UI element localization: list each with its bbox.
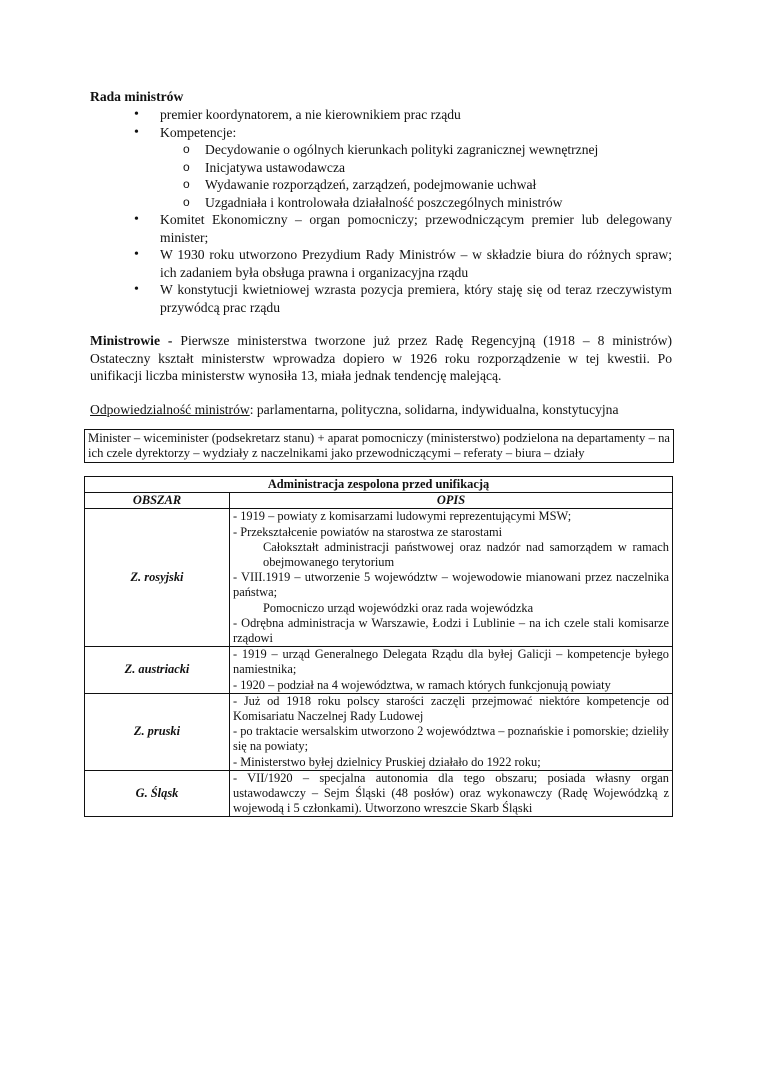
ministrowie-paragraph	[90, 332, 672, 385]
desc-line: - po traktacie wersalskim utworzono 2 województwa – poznańskie i pomorskie; dzieliły się na powiaty;	[233, 724, 669, 754]
list-item	[90, 124, 672, 212]
desc-cell	[230, 509, 673, 647]
sublist-item: o Wydawanie rozporządzeń, zarządzeń, podejmowanie uchwał	[160, 176, 672, 194]
table-row	[85, 647, 673, 694]
desc-line: - Przekształcenie powiatów na starostwa ze starostami	[233, 524, 503, 539]
odpowiedzialnosc-label: Odpowiedzialność ministrów	[90, 401, 250, 417]
document-body	[90, 88, 672, 418]
area-cell: Z. austriacki	[85, 647, 230, 694]
list-item: • Komitet Ekonomiczny – organ pomocniczy; przewodniczącym premier lub delegowany minister;	[90, 211, 672, 246]
odpowiedzialnosc-paragraph	[90, 401, 672, 419]
area-cell: Z. pruski	[85, 693, 230, 770]
table-title-row	[85, 477, 673, 493]
desc-line-indented: Całokształt administracji państwowej oraz nadzór nad samorządem w ramach obejmowanego terytorium	[263, 539, 669, 570]
desc-cell	[230, 647, 673, 694]
list-item: • W konstytucji kwietniowej wzrasta pozycja premiera, który staję się od teraz rzeczywistym przywódcą prac rządu	[90, 281, 672, 316]
desc-line: - 1919 – powiaty z komisarzami ludowymi reprezentującymi MSW;	[233, 509, 572, 524]
table-header-row	[85, 493, 673, 509]
admin-table	[84, 476, 673, 817]
table-row	[85, 509, 673, 647]
column-header-area: OBSZAR	[85, 493, 230, 509]
desc-line-indented: Pomocniczo urząd wojewódzki oraz rada wojewódzka	[263, 600, 534, 615]
rada-bullet-list	[90, 106, 672, 316]
sublist-item: o Uzgadniała i kontrolowała działalność poszczególnych ministrów	[160, 194, 672, 212]
kompetencje-sublist	[160, 141, 672, 211]
desc-line: - 1919 – urząd Generalnego Delegata Rządu dla byłej Galicji – kompetencje byłego namiestnika;	[233, 647, 669, 677]
list-item: • premier koordynatorem, a nie kierownikiem prac rządu	[90, 106, 672, 124]
desc-cell	[230, 770, 673, 817]
table-title: Administracja zespolona przed unifikacją	[85, 477, 673, 493]
desc-line: - Już od 1918 roku polscy starości zaczęli przejmować niektóre kompetencje od Komisariatu Naczelnej Rady Ludowej	[233, 693, 669, 724]
area-cell: Z. rosyjski	[85, 509, 230, 647]
hierarchy-box: Minister – wiceminister (podsekretarz stanu) + aparat pomocniczy (ministerstwo) podzielona na departamenty – na ich czele dyrektorzy – wydziały z naczelnikami jako przewodniczącymi – referaty – biura – działy	[84, 429, 674, 463]
section-heading-rada: Rada ministrów	[90, 89, 184, 104]
area-cell: G. Śląsk	[85, 770, 230, 817]
desc-line: - VIII.1919 – utworzenie 5 województw – wojewodowie mianowani przez naczelnika państwa;	[233, 570, 669, 600]
list-item: • W 1930 roku utworzono Prezydium Rady Ministrów – w składzie biura do różnych spraw; ich zadaniem była obsługa prawna i organizacyjna rządu	[90, 246, 672, 281]
desc-line: - VII/1920 – specjalna autonomia dla tego obszaru; posiada własny organ ustawodawczy – Sejm Śląski (48 posłów) oraz wykonawczy (Radę Wojewódzką z wojewodą i 5 członkami). Utworzono wreszcie Skarb Śląski	[233, 770, 669, 816]
list-item-label: Kompetencje:	[160, 124, 237, 140]
column-header-desc: OPIS	[230, 493, 673, 509]
sublist-item: o Decydowanie o ogólnych kierunkach polityki zagranicznej wewnętrznej	[160, 141, 672, 159]
odpowiedzialnosc-text: : parlamentarna, polityczna, solidarna, indywidualna, konstytucyjna	[249, 401, 619, 417]
desc-line: - Odrębna administracja w Warszawie, Łodzi i Lublinie – na ich czele stali komisarze rządowi	[233, 615, 669, 646]
desc-cell	[230, 693, 673, 770]
desc-line: - Ministerstwo byłej dzielnicy Pruskiej działało do 1922 roku;	[233, 754, 541, 769]
desc-line: - 1920 – podział na 4 województwa, w ramach których funkcjonują powiaty	[233, 677, 611, 692]
table-row	[85, 770, 673, 817]
table-row	[85, 693, 673, 770]
sublist-item: o Inicjatywa ustawodawcza	[160, 159, 672, 177]
ministrowie-label: Ministrowie -	[90, 333, 173, 348]
ministrowie-text: Pierwsze ministerstwa tworzone już przez Radę Regencyjną (1918 – 8 ministrów) Ostateczny kształt ministerstw wprowadza dopiero w 1926 roku rozporządzenie w tej kwestii. Po unifikacji liczba ministerstw wynosiła 13, miała jednak tendencję malejącą.	[90, 333, 672, 384]
